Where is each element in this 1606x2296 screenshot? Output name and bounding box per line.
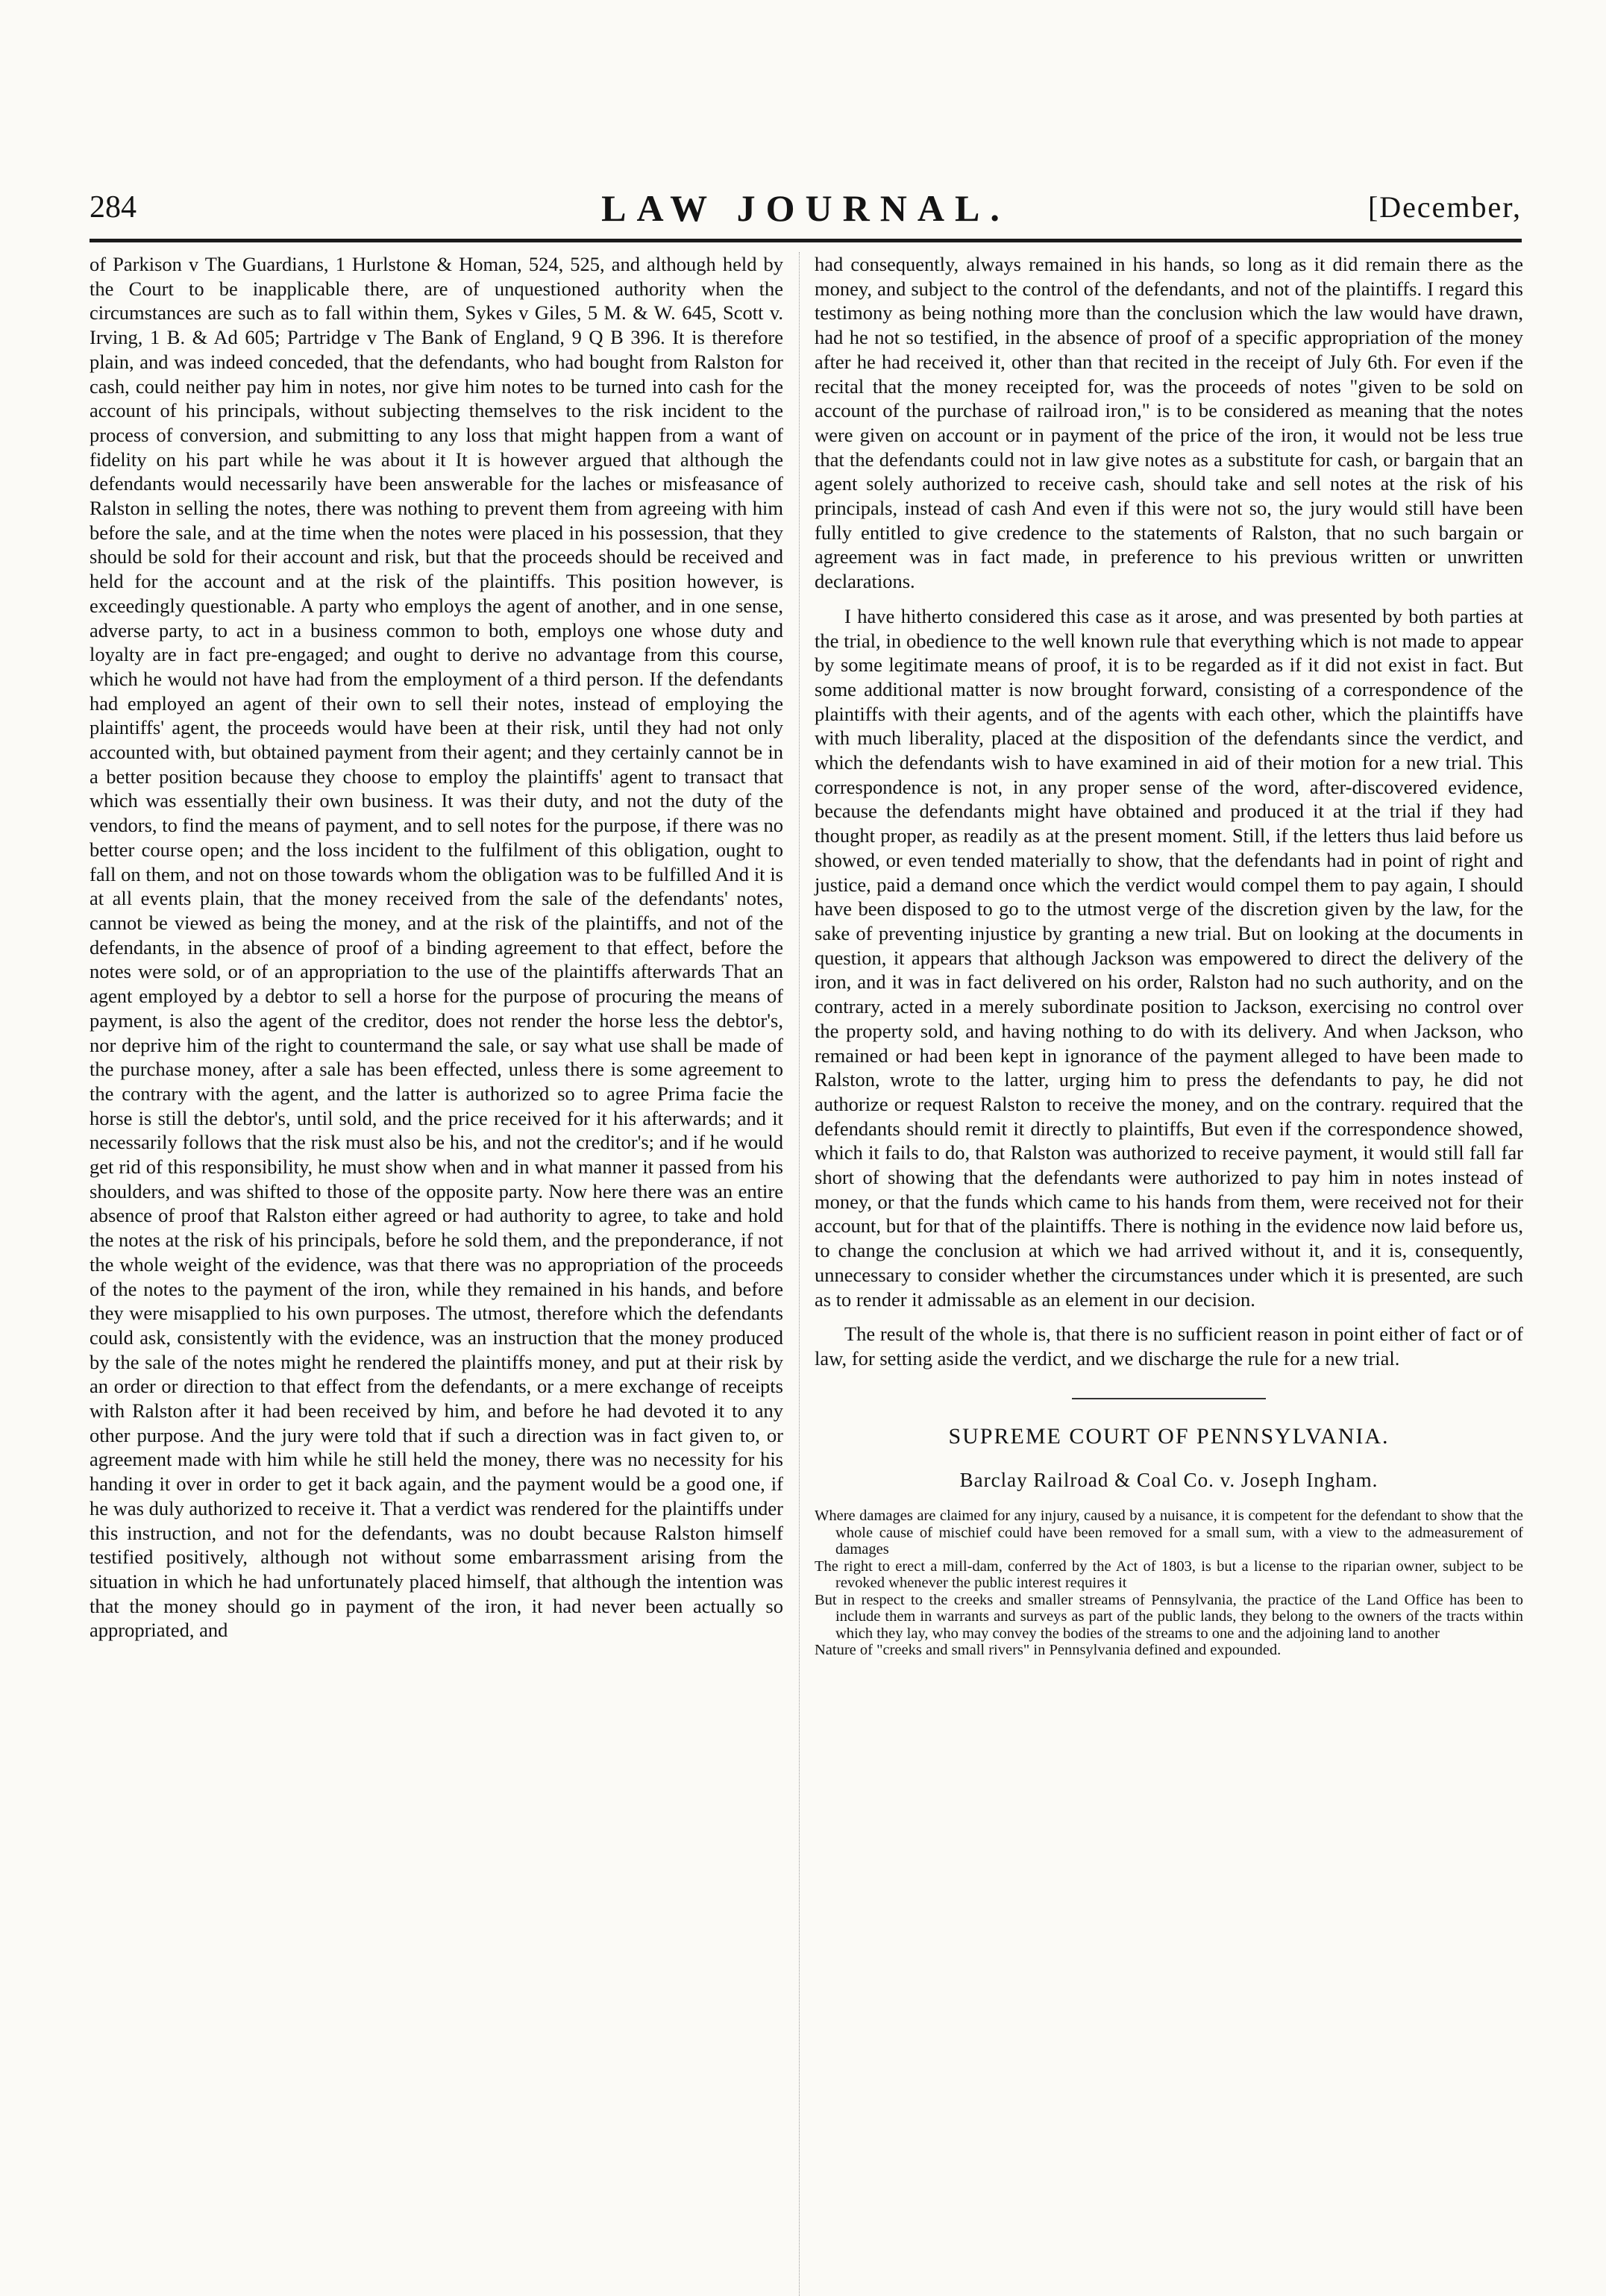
paragraph: of Parkison v The Guardians, 1 Hurlstone & Homan, 524, 525, and although held by the Court to be inapplicable there, are of unquestioned authority when the circumstances are such as to fall within them, Sykes v Giles, 5 M. & W. 645, Scott v. Irving, 1 B. & Ad 605; Partridge v The Bank of England, 9 Q B 396. It is therefore plain, and was indeed conceded, that the defendants, who had bought from Ralston for cash, could neither pay him in notes, nor give him notes to be turned into cash for the account of his principals, without subjecting themselves to the risk incident to the process of conversion, and submitting to any loss that might happen from a want of fidelity on his part while he was about it It is however argued that although the defendants would necessarily have been answerable for the laches or misfeasance of Ralston in selling the notes, there was nothing to prevent them from agreeing with him before the sale, and at the time when the notes were placed in his possession, that they should be sold for their account and risk, but that the proceeds should be received and held for the account and at the risk of the plaintiffs. This position however, is exceedingly questionable. A party who employs the agent of another, and in one sense, adverse party, to act in a business common to both, employs one whose duty and loyalty are in fact pre-engaged; and ought to derive no advantage from this course, which he would not have had from the employment of a third person. If the defendants had employed an agent of their own to sell their notes, instead of employing the plaintiffs' agent, the proceeds would have been at their risk, until they had not only accounted with, but obtained payment from their agent; and they certainly cannot be in a better position because they choose to employ the plaintiffs' agent to transact that which was essentially their own business. It was their duty, and not the duty of the vendors, to find the means of payment, and to sell notes for the purpose, if there was no better course open; and the loss incident to the fulfilment of this obligation, ought to fall on them, and not on those towards whom the obligation was to be fulfilled And it is at all events plain, that the money received from the sale of the defendants' notes, cannot be viewed as being the money, and at the risk of the plaintiffs, and not of the defendants, in the absence of proof of a binding agreement to that effect, before the notes were sold, or of an appropriation to the use of the plaintiffs afterwards That an agent employed by a debtor to sell a horse for the purpose of procuring the means of payment, is also the agent of the creditor, does not render the horse less the debtor's, nor deprive him of the right to countermand the sale, or say what use shall be made of the purchase money, after a sale has been effected, unless there is some agreement to the contrary with the agent, and the latter is authorized so to agree Prima facie the horse is still the debtor's, until sold, and the price received for it his afterwards; and it necessarily follows that the risk must also be his, and not the creditor's; and if he would get rid of this responsibility, he must show when and in what manner it passed from his shoulders, and was shifted to those of the opposite party. Now here there was an entire absence of proof that Ralston either agreed or had authority to agree, to take and hold the notes at the risk of his principals, before he sold them, and the preponderance, if not the whole weight of the evidence, was that there was no appropriation of the proceeds of the notes to the payment of the iron, while they remained in his hands, and before they were misapplied to his own purposes. The utmost, therefore which the defendants could ask, consistently with the evidence, was an instruction that the money produced by the sale of the notes might he rendered the plaintiffs money, and put at their risk by an order or direction to that effect from the defendants, or a mere exchange of receipts with Ralston after it had been received by him, and before he had devoted it to any other purpose. And the jury were told that if such a direction was in fact given to, or agreement made with him while he still held the money, there was no necessity for his handing it over in order to get it back again, and the payment would be a good one, if he was duly authorized to receive it. That a verdict was rendered for the plaintiffs under this instruction, and not for the defendants, was no doubt because Ralston himself testified positively, although not without some embarrassment arising from the situation in which he had unfortunately placed himself, that although the intention was that the money should go in payment of the iron, it had never been actually so appropriated, and <box>90 253 783 1642</box>
header-rule <box>90 239 1522 242</box>
headnotes <box>815 1508 1523 1659</box>
running-header <box>90 186 1522 231</box>
running-title: LAW JOURNAL. <box>601 187 1010 229</box>
headnote: Nature of "creeks and small rivers" in Pennsylvania defined and expounded. <box>815 1642 1282 1659</box>
headnote: The right to erect a mill-dam, conferred by the Act of 1803, is but a license to the riparian owner, subject to be revoked whenever the public interest requires it <box>815 1558 1523 1592</box>
paragraph: had consequently, always remained in his hands, so long as it did remain there as the money, and subject to the control of the defendants, and not of the plaintiffs. I regard this testimony as being nothing more than the conclusion which the law would have drawn, had he not so testified, in the absence of proof of a specific appropriation of the money after he had received it, other than that recited in the receipt of July 6th. For even if the recital that the money receipted for, was the proceeds of notes "given to be sold on account of the purchase of railroad iron," is to be considered as meaning that the notes were given on account or in payment of the price of the iron, it would not be less true that the defendants could not in law give notes as a substitute for cash, or bargain that an agent solely authorized to receive cash, should take and sell notes at the risk of his principals, instead of cash And even if this were not so, the jury would still have been fully entitled to give credence to the statements of Ralston, that no such bargain or agreement was in fact made, in preference to his previous written or unwritten declarations. <box>815 253 1523 593</box>
left-column <box>90 252 783 1643</box>
case-title: Barclay Railroad & Coal Co. v. Joseph Ingham. <box>959 1469 1378 1492</box>
court-heading: SUPREME COURT OF PENNSYLVANIA. <box>948 1423 1390 1449</box>
headnote: Where damages are claimed for any injury, caused by a nuisance, it is competent for the defendant to show that the whole cause of mischief could have been removed for a small sum, with a view to the admeasurement of damages <box>815 1508 1523 1558</box>
paragraph: The result of the whole is, that there is no sufficient reason in point either of fact or of law, for setting aside the verdict, and we discharge the rule for a new trial. <box>815 1323 1523 1370</box>
section-divider <box>1072 1398 1266 1399</box>
headnote: But in respect to the creeks and smaller streams of Pennsylvania, the practice of the Land Office has been to include them in warrants and surveys as part of the public lands, they belong to the owners of the tracts within which they lay, who may convey the bodies of the streams to one and the adjoining land to another <box>815 1591 1523 1642</box>
running-month: [December, <box>1367 190 1522 224</box>
right-column <box>815 252 1523 1659</box>
column-divider <box>799 252 800 2296</box>
page-number: 284 <box>90 190 137 225</box>
paragraph: I have hitherto considered this case as it arose, and was presented by both parties at the trial, in obedience to the well known rule that everything which is not made to appear by some legitimate means of proof, it is to be regarded as if it did not exist in fact. But some additional matter is now brought forward, consisting of a correspondence of the plaintiffs with their agents, and of the agents with each other, which the plaintiffs have with much liberality, placed at the disposition of the defendants since the verdict, and which the defendants wish to have examined in aid of their motion for a new trial. This correspondence is not, in any proper sense of the word, after-discovered evidence, because the defendants might have obtained and produced it at the trial if they had thought proper, as readily as at the present moment. Still, if the letters thus laid before us showed, or even tended materially to show, that the defendants had in point of right and justice, paid a demand once which the verdict would compel them to pay again, I should have been disposed to go to the utmost verge of the discretion given by the law, for the sake of preventing injustice by granting a new trial. But on looking at the documents in question, it appears that although Jackson was empowered to direct the delivery of the iron, and it was in fact delivered on his order, Ralston had no such authority, and on the contrary, acted in a merely subordinate position to Jackson, exercising no control over the property sold, and having nothing to do with its delivery. And when Jackson, who remained or had been kept in ignorance of the payment alleged to have been made to Ralston, wrote to the latter, urging him to press the defendants to pay, he did not authorize or request Ralston to receive the money, and on the contrary. required that the defendants should remit it directly to plaintiffs, But even if the correspondence showed, which it fails to do, that Ralston was authorized to receive payment, it would still fall far short of showing that the defendants were authorized to pay him in notes instead of money, or that the funds which came to his hands from them, were received not for their account, but for that of the plaintiffs. There is nothing in the evidence now laid before us, to change the conclusion at which we had arrived without it, and it is, consequently, unnecessary to consider whether the circumstances under which it is presented, are such as to render it admissable as an element in our decision. <box>815 604 1523 1311</box>
